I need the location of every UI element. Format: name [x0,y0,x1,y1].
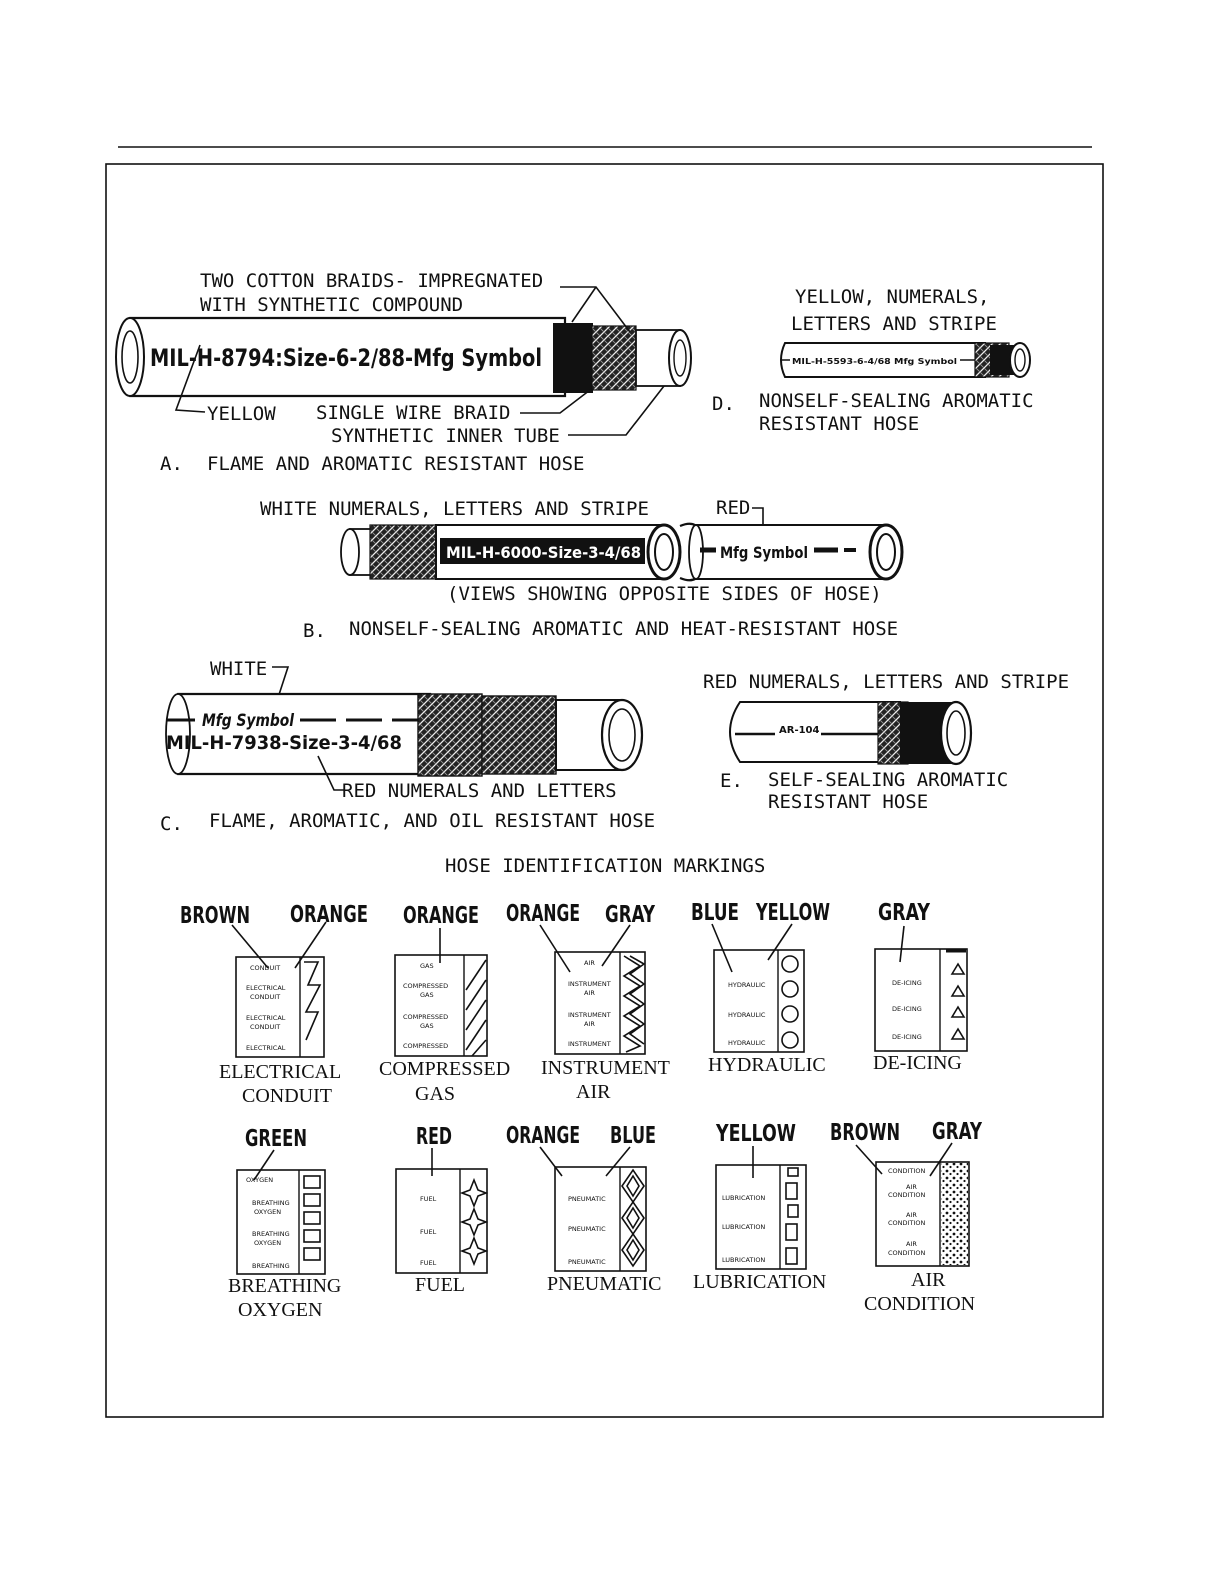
marking-label: LUBRICATION [693,1271,827,1293]
marking-label: GAS [415,1083,456,1105]
marking-panel [555,1167,646,1271]
hose-d-caption-1: NONSELF-SEALING AROMATIC [759,390,1034,412]
hose-c-marking-top: Mfg Symbol [202,711,295,731]
band-text: GAS [420,1022,434,1030]
hose-a [116,270,691,475]
marking-instrument-air [506,901,670,1103]
marking-color: ORANGE [506,901,580,927]
marking-color: BLUE [610,1123,656,1149]
hose-c-braid-inner [482,696,556,774]
marking-panel [236,957,324,1057]
hose-e-callout: RED NUMERALS, LETTERS AND STRIPE [703,671,1070,693]
marking-label: PNEUMATIC [547,1273,662,1295]
marking-label: BREATHING [228,1275,342,1297]
band-text: BREATHING [252,1230,290,1238]
marking-panel [396,1169,487,1273]
band-text: CONDUIT [250,1023,281,1031]
band-text: ELECTRICAL [246,1014,286,1022]
band-text: FUEL [420,1195,437,1203]
hose-b [260,497,902,642]
marking-de-icing [873,900,967,1074]
hose-a-marking: MIL-H-8794:Size-6-2/88-Mfg Symbol [150,344,542,372]
marking-label: COMPRESSED [379,1058,511,1080]
hose-d-caption-2: RESISTANT HOSE [759,413,920,435]
marking-panel [395,955,487,1056]
hose-e-letter: E. [720,770,743,792]
hose-b-braid [370,525,436,579]
hose-c-callout-red: RED NUMERALS AND LETTERS [342,780,617,802]
band-text: ELECTRICAL [246,1044,286,1052]
band-text: OXYGEN [254,1208,282,1216]
hose-e-caption-2: RESISTANT HOSE [768,791,929,813]
marking-pneumatic [506,1123,661,1295]
band-text: HYDRAULIC [728,1039,766,1047]
hose-d-marking: MIL-H-5593-6-4/68 Mfg Symbol [792,357,958,366]
hose-c-callout-white: WHITE [210,658,268,680]
band-text: LUBRICATION [722,1194,766,1202]
hose-a-cotton-braid [553,323,593,393]
marking-panel [714,950,804,1052]
marking-color: BROWN [180,903,250,929]
hose-b-marking-left: MIL-H-6000-Size-3-4/68 [446,543,641,562]
marking-compressed-gas [379,903,510,1105]
marking-label: AIR [576,1081,611,1103]
marking-color: RED [416,1124,452,1150]
band-text: DE-ICING [892,1005,922,1013]
band-text: HYDRAULIC [728,1011,766,1019]
hose-c [160,658,655,835]
marking-color: GREEN [245,1126,307,1152]
marking-label: FUEL [415,1274,465,1296]
band-text: OXYGEN [254,1239,282,1247]
marking-color: YELLOW [755,900,830,926]
hose-b-views-note: (VIEWS SHOWING OPPOSITE SIDES OF HOSE) [447,583,882,605]
hose-a-callout-tube: SYNTHETIC INNER TUBE [331,425,560,447]
marking-color: ORANGE [506,1123,580,1149]
hose-b-caption: NONSELF-SEALING AROMATIC AND HEAT-RESISTANT HOSE [349,618,899,640]
band-text: GAS [420,991,434,999]
band-text: CONDITION [888,1191,926,1199]
band-text: FUEL [420,1228,437,1236]
marking-label: ELECTRICAL [219,1061,342,1083]
hose-a-caption: FLAME AND AROMATIC RESISTANT HOSE [207,453,585,475]
hose-c-caption: FLAME, AROMATIC, AND OIL RESISTANT HOSE [209,810,656,832]
hose-e-marking: AR-104 [779,725,820,736]
band-text: OXYGEN [246,1176,274,1184]
band-text: LUBRICATION [722,1223,766,1231]
marking-panel [555,952,645,1054]
hose-d-callout-2: LETTERS AND STRIPE [791,313,997,335]
band-text: PNEUMATIC [568,1195,606,1203]
marking-hydraulic [691,900,830,1076]
hose-e [703,671,1069,813]
marking-label: CONDUIT [242,1085,332,1107]
band-text: COMPRESSED [403,1013,449,1021]
hose-d-callout-1: YELLOW, NUMERALS, [795,286,990,308]
marking-label: CONDITION [864,1293,976,1315]
band-text: LUBRICATION [722,1256,766,1264]
band-text: DE-ICING [892,1033,922,1041]
band-text: AIR [584,989,595,997]
marking-label: DE-ICING [873,1052,962,1074]
marking-lubrication [693,1121,826,1293]
band-text: COMPRESSED [403,1042,449,1050]
band-text: CONDITION [888,1219,926,1227]
hose-c-marking-bottom: MIL-H-7938-Size-3-4/68 [166,732,402,754]
hose-b-callout-red: RED [716,497,751,519]
band-text: BREATHING [252,1262,290,1270]
hose-a-callout-yellow: YELLOW [207,403,276,425]
band-text: INSTRUMENT [568,1040,611,1048]
marking-breathing-oxygen [228,1126,341,1321]
hose-c-letter: C. [160,813,183,835]
marking-electrical-conduit [180,902,368,1107]
marking-fuel [396,1124,487,1296]
marking-color: GRAY [932,1119,983,1145]
hose-a-wire-braid [592,326,636,390]
band-text: COMPRESSED [403,982,449,990]
marking-color: YELLOW [715,1121,796,1147]
band-text: AIR [584,1020,595,1028]
band-text: INSTRUMENT [568,980,611,988]
dots-icon [941,1163,968,1265]
hose-b-marking-right: Mfg Symbol [720,543,808,562]
hose-a-callout-braids-1: TWO COTTON BRAIDS- IMPREGNATED [200,270,544,292]
band-text: CONDUIT [250,993,281,1001]
band-text: AIR [906,1240,917,1248]
band-text: PNEUMATIC [568,1258,606,1266]
band-text: AIR [906,1211,917,1219]
marking-air-condition [830,1119,982,1315]
band-text: ELECTRICAL [246,984,286,992]
hose-c-braid-outer [418,694,482,776]
hose-a-callout-braids-2: WITH SYNTHETIC COMPOUND [200,294,464,316]
marking-color: BLUE [691,900,739,926]
hose-b-callout-white: WHITE NUMERALS, LETTERS AND STRIPE [260,498,649,520]
marking-color: BROWN [830,1120,900,1146]
band-text: PNEUMATIC [568,1225,606,1233]
hose-a-callout-wire: SINGLE WIRE BRAID [316,402,511,424]
marking-label: OXYGEN [238,1299,323,1321]
marking-label: HYDRAULIC [708,1054,826,1076]
marking-color: GRAY [605,902,656,928]
hose-a-end-left [116,318,144,396]
band-text: CONDUIT [250,964,281,972]
marking-color: ORANGE [403,903,479,929]
hose-e-caption-1: SELF-SEALING AROMATIC [768,769,1009,791]
band-text: AIR [584,959,595,967]
hose-a-letter: A. [160,453,183,475]
hose-d [712,286,1034,435]
band-text: CONDITION [888,1249,926,1257]
marking-panel [237,1170,325,1274]
marking-color: ORANGE [290,902,368,928]
marking-label: INSTRUMENT [541,1057,670,1079]
section-title: HOSE IDENTIFICATION MARKINGS [445,855,766,877]
band-text: CONDITION [888,1167,926,1175]
hose-b-letter: B. [303,620,326,642]
band-text: FUEL [420,1259,437,1267]
band-text: DE-ICING [892,979,922,987]
marking-color: GRAY [878,900,931,926]
band-text: AIR [906,1183,917,1191]
band-text: INSTRUMENT [568,1011,611,1019]
marking-label: AIR [911,1269,946,1291]
hose-d-letter: D. [712,393,735,415]
band-text: HYDRAULIC [728,981,766,989]
band-text: BREATHING [252,1199,290,1207]
band-text: GAS [420,962,434,970]
